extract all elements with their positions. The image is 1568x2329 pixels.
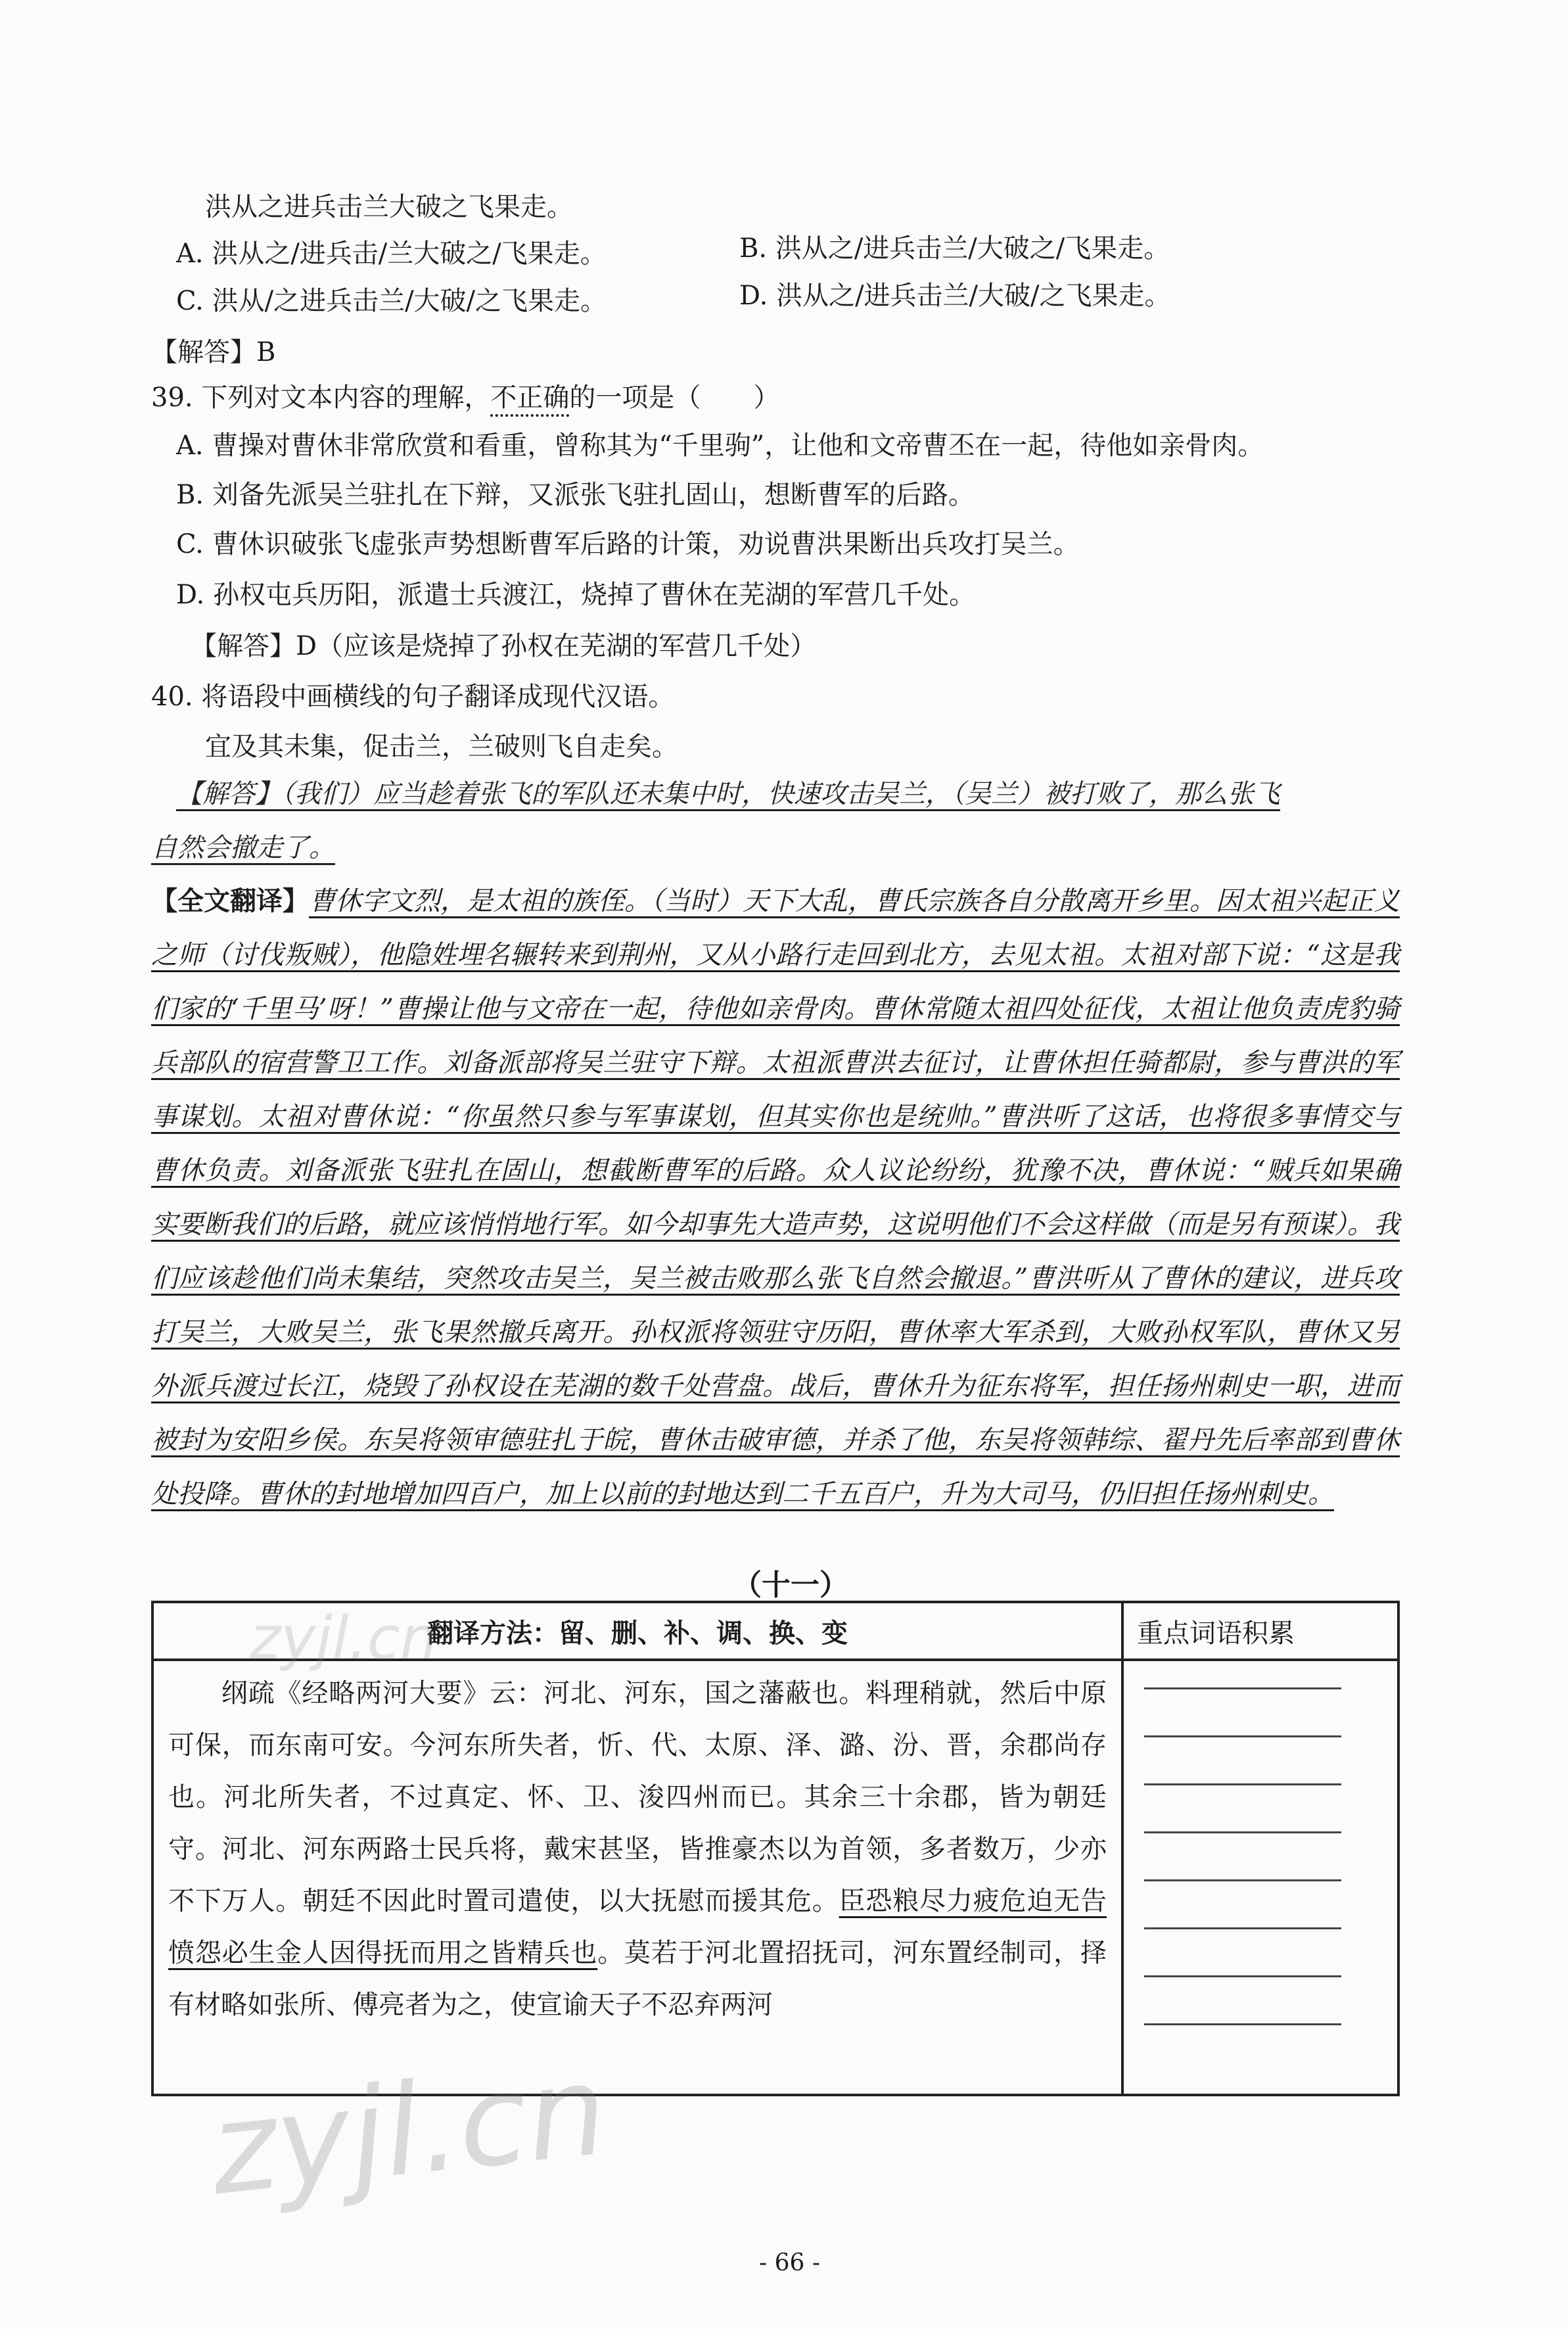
section11-table bbox=[151, 1601, 1400, 2096]
vocab-blank bbox=[1144, 1879, 1341, 1881]
q39-stem-emphasis: 不正确 bbox=[490, 383, 570, 413]
q38-stem: 洪从之进兵击兰大破之飞果走。 bbox=[205, 192, 573, 222]
q39-stem-pre: 39. 下列对文本内容的理解， bbox=[151, 383, 491, 413]
q38-option-b: B. 洪从之/进兵击兰/大破之/飞果走。 bbox=[739, 233, 1170, 264]
page-number: - 66 - bbox=[759, 2249, 821, 2276]
vocab-blank bbox=[1144, 1927, 1341, 1929]
q38-option-a: A. 洪从之/进兵击/兰大破之/飞果走。 bbox=[176, 239, 607, 269]
vocab-blank bbox=[1144, 1783, 1341, 1785]
q38-option-d: D. 洪从之/进兵击兰/大破/之飞果走。 bbox=[739, 281, 1171, 311]
classical-passage bbox=[152, 1660, 1122, 2095]
q39-answer: 【解答】D（应该是烧掉了孙权在芜湖的军营几千处） bbox=[191, 631, 817, 661]
watermark-top: zyjl.cn bbox=[250, 1604, 438, 1673]
q39-option-c: C. 曹休识破张飞虚张声势想断曹军后路的计策，劝说曹洪果断出兵攻打吴兰。 bbox=[176, 529, 1080, 559]
passage-part2: 。莫若于河北置招抚司，河东置经制司，择有材略如张所、傅亮者为之，使宣谕天子不忍弃两河 bbox=[168, 1938, 1107, 2020]
vocab-blank bbox=[1144, 1687, 1341, 1689]
watermark-bottom: zyjl.cn bbox=[204, 2037, 613, 2223]
translation-label: 【全文翻译】 bbox=[151, 885, 309, 916]
vocab-blank bbox=[1144, 1975, 1341, 1977]
full-translation bbox=[151, 874, 1400, 1521]
q39-stem bbox=[151, 379, 779, 416]
q40-stem: 40. 将语段中画横线的句子翻译成现代汉语。 bbox=[151, 682, 675, 712]
q38-answer: 【解答】B bbox=[151, 337, 276, 367]
q38-option-c: C. 洪从/之进兵击兰/大破/之飞果走。 bbox=[176, 286, 607, 316]
q39-option-a: A. 曹操对曹休非常欣赏和看重，曾称其为“千里驹”，让他和文帝曹丕在一起，待他如亲骨肉。 bbox=[176, 431, 1264, 461]
q39-stem-post: 的一项是（ ） bbox=[569, 383, 780, 413]
method-header: 翻译方法：留、删、补、调、换、变 bbox=[152, 1602, 1122, 1660]
q39-option-d: D. 孙权屯兵历阳，派遣士兵渡江，烧掉了曹休在芜湖的军营几千处。 bbox=[176, 580, 976, 610]
q40-sentence: 宜及其未集，促击兰，兰破则飞自走矣。 bbox=[205, 732, 678, 762]
vocab-blank bbox=[1144, 2023, 1341, 2025]
translation-text: 曹休字文烈，是太祖的族侄。（当时）天下大乱，曹氏宗族各自分散离开乡里。因太祖兴起正义之师（讨伐叛贼），他隐姓埋名辗转来到荆州，又从小路行走回到北方，去见太祖。太祖对部下说：“这是我们家的‘千里马’呀！”曹操让他与文帝在一起，待他如亲骨肉。曹休常随太祖四处征伐，太祖让他负责虎豹骑兵部队的宿营警卫工作。刘备派部将吴兰驻守下辩。太祖派曹洪去征讨，让曹休担任骑都尉，参与曹洪的军事谋划。太祖对曹休说：“你虽然只参与军事谋划，但其实你也是统帅。”曹洪听了这话，也将很多事情交与曹休负责。刘备派张飞驻扎在固山，想截断曹军的后路。众人议论纷纷，犹豫不决，曹休说：“贼兵如果确实要断我们的后路，就应该悄悄地行军。如今却事先大造声势，这说明他们不会这样做（而是另有预谋）。我们应该趁他们尚未集结，突然攻击吴兰，吴兰被击败那么张飞自然会撤退。”曹洪听从了曹休的建议，进兵攻打吴兰，大败吴兰，张飞果然撤兵离开。孙权派将领驻守历阳，曹休率大军杀到，大败孙权军队，曹休又另外派兵渡过长江，烧毁了孙权设在芜湖的数千处营盘。战后，曹休升为征东将军，担任扬州刺史一职，进而被封为安阳乡侯。东吴将领审德驻扎于皖，曹休击破审德，并杀了他，东吴将领韩综、翟丹先后率部到曹休处投降。曹休的封地增加四百户，加上以前的封地达到二千五百户，升为大司马，仍旧担任扬州刺史。 bbox=[151, 886, 1400, 1509]
vocab-blank bbox=[1144, 1735, 1341, 1737]
vocab-header: 重点词语积累 bbox=[1122, 1602, 1398, 1660]
q40-answer-line2: 自然会撤走了。 bbox=[151, 833, 335, 863]
passage-part1: 纲疏《经略两河大要》云：河北、河东，国之藩蔽也。料理稍就，然后中原可保，而东南可安。今河东所失者，忻、代、太原、泽、潞、汾、晋，余郡尚存也。河北所失者，不过真定、怀、卫、浚四州而已。其余三十余郡，皆为朝廷守。河北、河东两路士民兵将，戴宋甚坚，皆推豪杰以为首领，多者数万，少亦不下万人。朝廷不因此时置司遣使，以大抚慰而援其危。 bbox=[168, 1678, 1107, 1916]
vocab-blank bbox=[1144, 1831, 1341, 1833]
q40-answer-line1: 【解答】（我们）应当趁着张飞的军队还未集中时，快速攻击吴兰，（吴兰）被打败了，那么张飞 bbox=[176, 779, 1280, 809]
section-title: （十一） bbox=[733, 1568, 848, 1602]
q39-option-b: B. 刘备先派吴兰驻扎在下辩，又派张飞驻扎固山，想断曹军的后路。 bbox=[176, 480, 975, 510]
vocab-blanks bbox=[1122, 1660, 1398, 2095]
passage-underlined: 臣恐粮尽力疲危迫无告愤怨必生金人因得抚而用之皆精兵也 bbox=[168, 1886, 1107, 1968]
